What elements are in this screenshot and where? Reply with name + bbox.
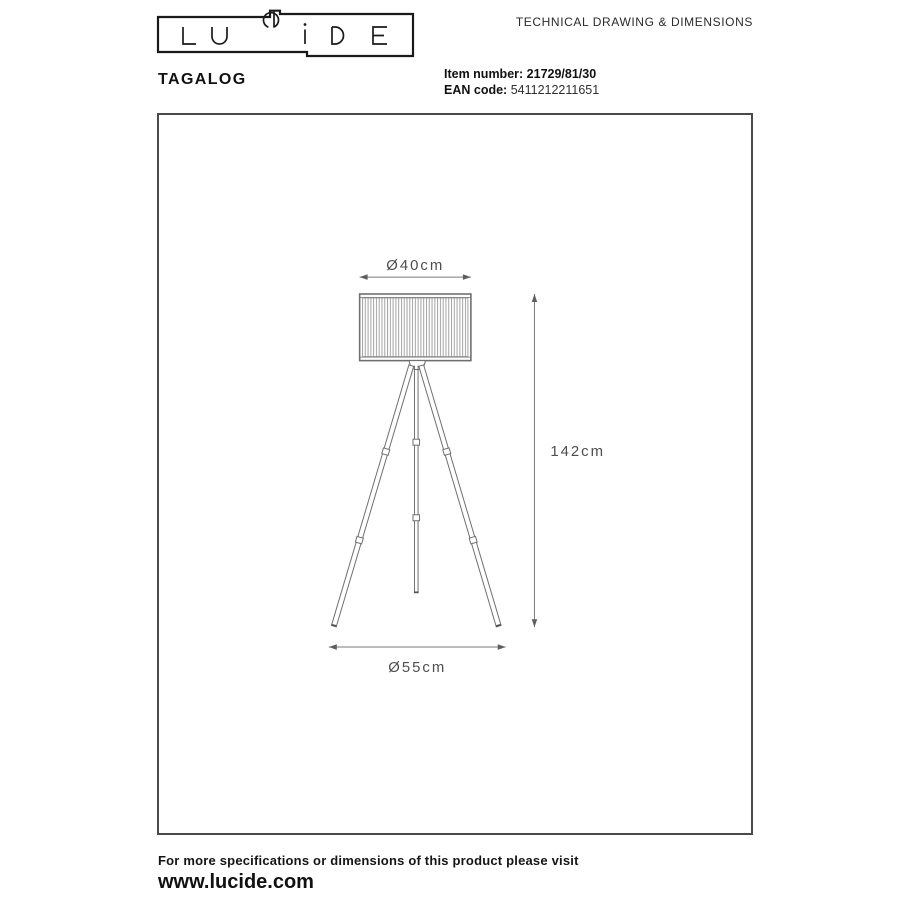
lamp-technical-drawing [159, 115, 751, 833]
logo-frame [158, 11, 413, 56]
left-leg [331, 365, 413, 627]
arrowhead-right-icon [463, 274, 471, 280]
item-number-value: 21729/81/30 [526, 67, 597, 81]
product-identifiers [444, 66, 599, 98]
dim-label-height: 142cm [550, 444, 605, 461]
footer-note: For more specifications or dimensions of this product please visit [158, 853, 579, 868]
footer-website: www.lucide.com [158, 871, 314, 893]
document-title: TECHNICAL DRAWING & DIMENSIONS [515, 15, 753, 29]
technical-drawing-frame [157, 113, 753, 835]
item-number-row [444, 66, 599, 82]
arrowhead-right-icon [498, 644, 506, 650]
right-leg [419, 365, 501, 627]
ean-label: EAN code: [444, 83, 508, 97]
arrowhead-left-icon [360, 274, 368, 280]
item-number-label: Item number: [444, 67, 524, 81]
dim-label-shade-diameter: Ø40cm [386, 258, 445, 275]
lucide-logo [156, 8, 418, 58]
lamp-shade [360, 294, 471, 361]
product-name: TAGALOG [158, 71, 247, 88]
dim-label-base-diameter: Ø55cm [388, 659, 447, 676]
arrowhead-up-icon [532, 294, 538, 302]
ean-value: 5411212211651 [510, 83, 600, 97]
arrowhead-left-icon [329, 644, 337, 650]
ean-row [444, 82, 599, 98]
center-leg [413, 366, 420, 593]
arrowhead-down-icon [532, 619, 538, 627]
